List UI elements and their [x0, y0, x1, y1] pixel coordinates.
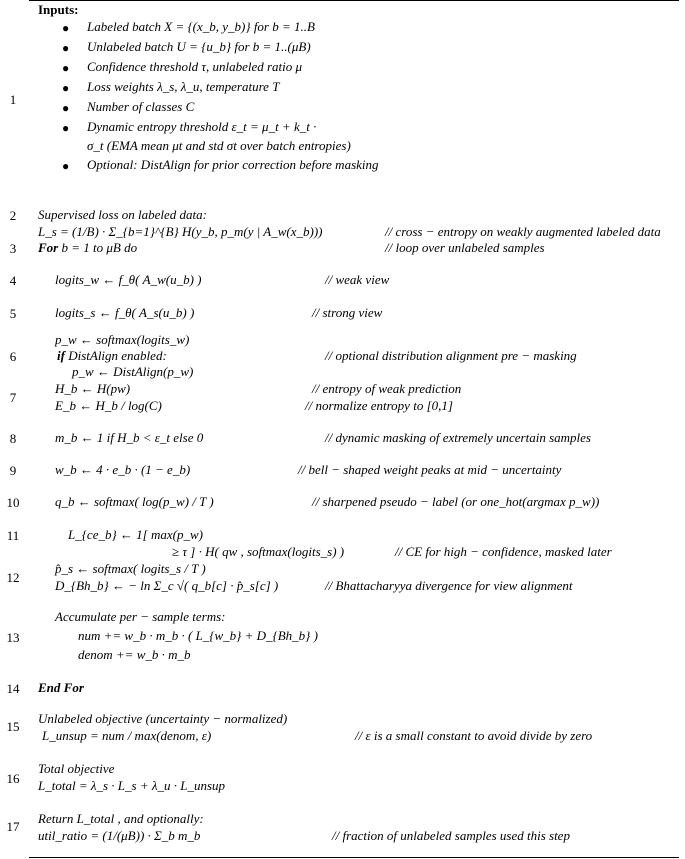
code-line: ≥ τ ] · H( qw , softmax(logits_s) )	[172, 544, 345, 559]
comment: // strong view	[312, 305, 383, 320]
step-number: 3	[9, 241, 17, 256]
code-line: w_b ← 4 · e_b · (1 − e_b)	[55, 462, 191, 477]
code-line: L_s = (1/B) · Σ_{b=1}^{B} H(y_b, p_m(y | A_w(x_b)))	[38, 224, 323, 239]
bottom-rule	[29, 857, 679, 858]
input-item: Loss weights λ_s, λ_u, temperature T	[87, 79, 280, 94]
bullet-icon: ●	[62, 41, 70, 55]
code-line: num += w_b · m_b · ( L_{w_b} + D_{Bh_b} )	[78, 628, 318, 643]
step-number: 4	[9, 273, 17, 288]
bullet-icon: ●	[62, 81, 70, 95]
comment: // loop over unlabeled samples	[385, 240, 545, 255]
code-line: q_b ← softmax( log(p_w) / T )	[55, 494, 214, 509]
comment: // Bhattacharyya divergence for view alignment	[325, 578, 573, 593]
step-number: 2	[9, 208, 17, 223]
bullet-icon: ●	[62, 61, 70, 75]
step-number: 17	[6, 819, 20, 834]
code-line: Accumulate per − sample terms:	[55, 609, 226, 624]
keyword: For	[38, 240, 59, 255]
bullet-icon: ●	[62, 159, 70, 173]
step-number: 8	[9, 431, 17, 446]
comment: // dynamic masking of extremely uncertain samples	[325, 430, 591, 445]
bullet-icon: ●	[62, 21, 70, 35]
step-number: 9	[9, 463, 17, 478]
comment: // entropy of weak prediction	[312, 381, 462, 396]
code-line: util_ratio = (1/(μB)) · Σ_b m_b	[38, 828, 201, 843]
step-number: 16	[6, 771, 20, 786]
comment: // sharpened pseudo − label (or one_hot(argmax p_w))	[312, 494, 600, 509]
step-number: 14	[6, 681, 20, 696]
comment: // ε is a small constant to avoid divide by zero	[355, 728, 593, 743]
input-item: Confidence threshold τ, unlabeled ratio μ	[87, 59, 303, 74]
code-line: Unlabeled objective (uncertainty − normalized)	[38, 711, 288, 726]
step-number: 15	[6, 719, 20, 734]
code-line: Return L_total , and optionally:	[38, 811, 204, 826]
code-line: L_{ce_b} ← 1[ max(p_w)	[68, 527, 203, 542]
comment: // optional distribution alignment pre − masking	[325, 348, 577, 363]
input-item: Labeled batch X = {(x_b, y_b)} for b = 1..B	[87, 19, 315, 34]
inputs-header: Inputs:	[38, 2, 79, 17]
code-line: L_unsup = num / max(denom, ε)	[42, 728, 212, 743]
keyword: if	[57, 348, 65, 363]
code-line: m_b ← 1 if H_b < ε_t else 0	[55, 430, 204, 445]
comment: // bell − shaped weight peaks at mid − uncertainty	[298, 462, 562, 477]
comment: // weak view	[325, 272, 390, 287]
step-number: 6	[9, 349, 17, 364]
code-line: logits_w ← f_θ( A_w(u_b) )	[55, 272, 202, 287]
code-line: p̂_s ← softmax( logits_s / T )	[55, 561, 206, 576]
keyword: End For	[38, 680, 84, 695]
step-number: 11	[6, 528, 20, 543]
comment: // fraction of unlabeled samples used this step	[332, 828, 570, 843]
step-number: 13	[6, 630, 20, 645]
input-item: Number of classes C	[87, 99, 195, 114]
code-line: denom += w_b · m_b	[78, 647, 191, 662]
bullet-icon: ●	[62, 121, 70, 135]
step-number: 1	[9, 92, 17, 107]
code-line: Total objective	[38, 761, 115, 776]
code-line: L_total = λ_s · L_s + λ_u · L_unsup	[38, 778, 226, 793]
code-line: Supervised loss on labeled data:	[38, 207, 207, 222]
bullet-icon: ●	[62, 101, 70, 115]
input-item: Optional: DistAlign for prior correction before masking	[87, 157, 379, 172]
comment: // cross − entropy on weakly augmented labeled data	[385, 224, 661, 239]
code-line: E_b ← H_b / log(C)	[55, 398, 162, 413]
step-number: 7	[9, 390, 17, 405]
code-line: if DistAlign enabled:	[57, 348, 167, 363]
top-rule	[29, 0, 679, 1]
code-line: logits_s ← f_θ( A_s(u_b) )	[55, 305, 195, 320]
step-number: 12	[6, 570, 20, 585]
input-item: Unlabeled batch U = {u_b} for b = 1..(μB)	[87, 39, 311, 54]
code-line: D_{Bh_b} ← − ln Σ_c √( q_b[c] · p̂_s[c] )	[55, 578, 279, 593]
comment: // CE for high − confidence, masked later	[395, 544, 612, 559]
code-line: p_w ← DistAlign(p_w)	[72, 364, 194, 379]
step-number: 5	[9, 306, 17, 321]
code-line: H_b ← H(pw)	[55, 381, 131, 396]
code-line: For b = 1 to μB do	[38, 240, 138, 255]
input-item-continuation: σ_t (EMA mean μt and std σt over batch entropies)	[87, 138, 351, 153]
comment: // normalize entropy to [0,1]	[305, 398, 453, 413]
code-line: p_w ← softmax(logits_w)	[55, 332, 190, 347]
input-item: Dynamic entropy threshold ε_t = μ_t + k_t ·	[87, 119, 317, 134]
step-number: 10	[6, 495, 20, 510]
